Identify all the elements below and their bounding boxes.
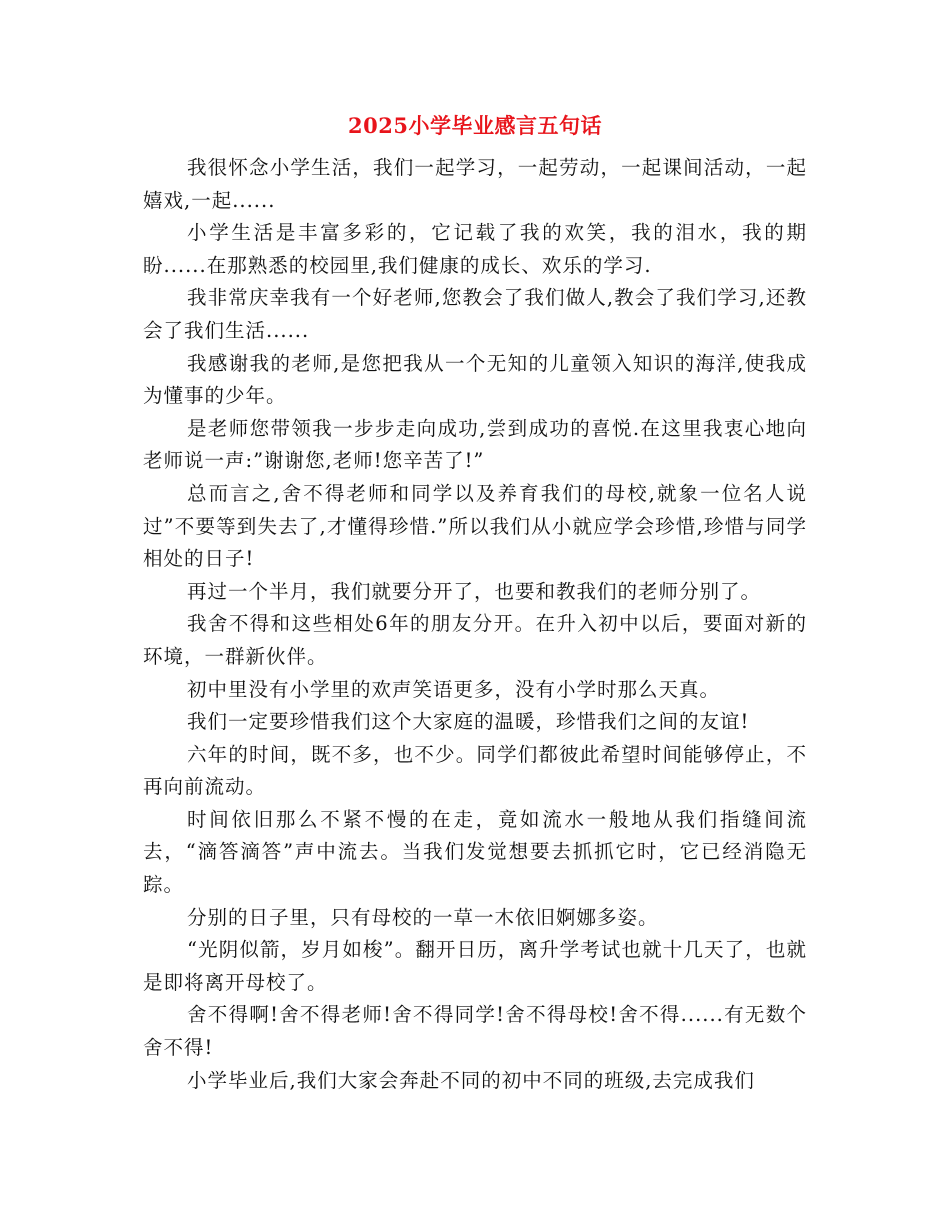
- paragraph: 六年的时间，既不多，也不少。同学们都彼此希望时间能够停止，不再向前流动。: [143, 742, 807, 799]
- paragraph: 是老师您带领我一步步走向成功,尝到成功的喜悦.在这里我衷心地向老师说一声:”谢谢您,老师!您辛苦了!”: [143, 416, 807, 473]
- document-body: [143, 152, 807, 1097]
- paragraph: “光阴似箭，岁月如梭”。翻开日历，离升学考试也就十几天了，也就是即将离开母校了。: [143, 938, 807, 994]
- paragraph: 舍不得啊!舍不得老师!舍不得同学!舍不得母校!舍不得......有无数个舍不得!: [143, 1003, 807, 1060]
- paragraph: 我们一定要珍惜我们这个大家庭的温暖，珍惜我们之间的友谊!: [187, 710, 750, 734]
- paragraph: 我舍不得和这些相处6年的朋友分开。在升入初中以后，要面对新的环境，一群新伙伴。: [143, 612, 807, 668]
- paragraph: 小学生活是丰富多彩的，它记载了我的欢笑，我的泪水，我的期盼......在那熟悉的校园里,我们健康的成长、欢乐的学习.: [143, 221, 807, 277]
- paragraph: 再过一个半月，我们就要分开了，也要和教我们的老师分别了。: [187, 579, 762, 603]
- paragraph: 总而言之,舍不得老师和同学以及养育我们的母校,就象一位名人说过”不要等到失去了,才懂得珍惜.”所以我们从小就应学会珍惜,珍惜与同学相处的日子!: [143, 481, 807, 571]
- paragraph: 时间依旧那么不紧不慢的在走，竟如流水一般地从我们指缝间流去，“滴答滴答”声中流去。当我们发觉想要去抓抓它时，它已经消隐无踪。: [143, 807, 807, 897]
- document-title: 2025小学毕业感言五句话: [348, 113, 602, 138]
- paragraph: 我很怀念小学生活，我们一起学习，一起劳动，一起课间活动，一起嬉戏,一起......: [143, 156, 807, 212]
- paragraph: 我非常庆幸我有一个好老师,您教会了我们做人,教会了我们学习,还教会了我们生活......: [143, 286, 807, 342]
- paragraph: 我感谢我的老师,是您把我从一个无知的儿童领入知识的海洋,使我成为懂事的少年。: [143, 351, 807, 408]
- paragraph: 分别的日子里，只有母校的一草一木依旧婀娜多姿。: [187, 905, 659, 929]
- paragraph: 初中里没有小学里的欢声笑语更多，没有小学时那么天真。: [187, 677, 721, 701]
- paragraph: 小学毕业后,我们大家会奔赴不同的初中不同的班级,去完成我们: [187, 1068, 755, 1092]
